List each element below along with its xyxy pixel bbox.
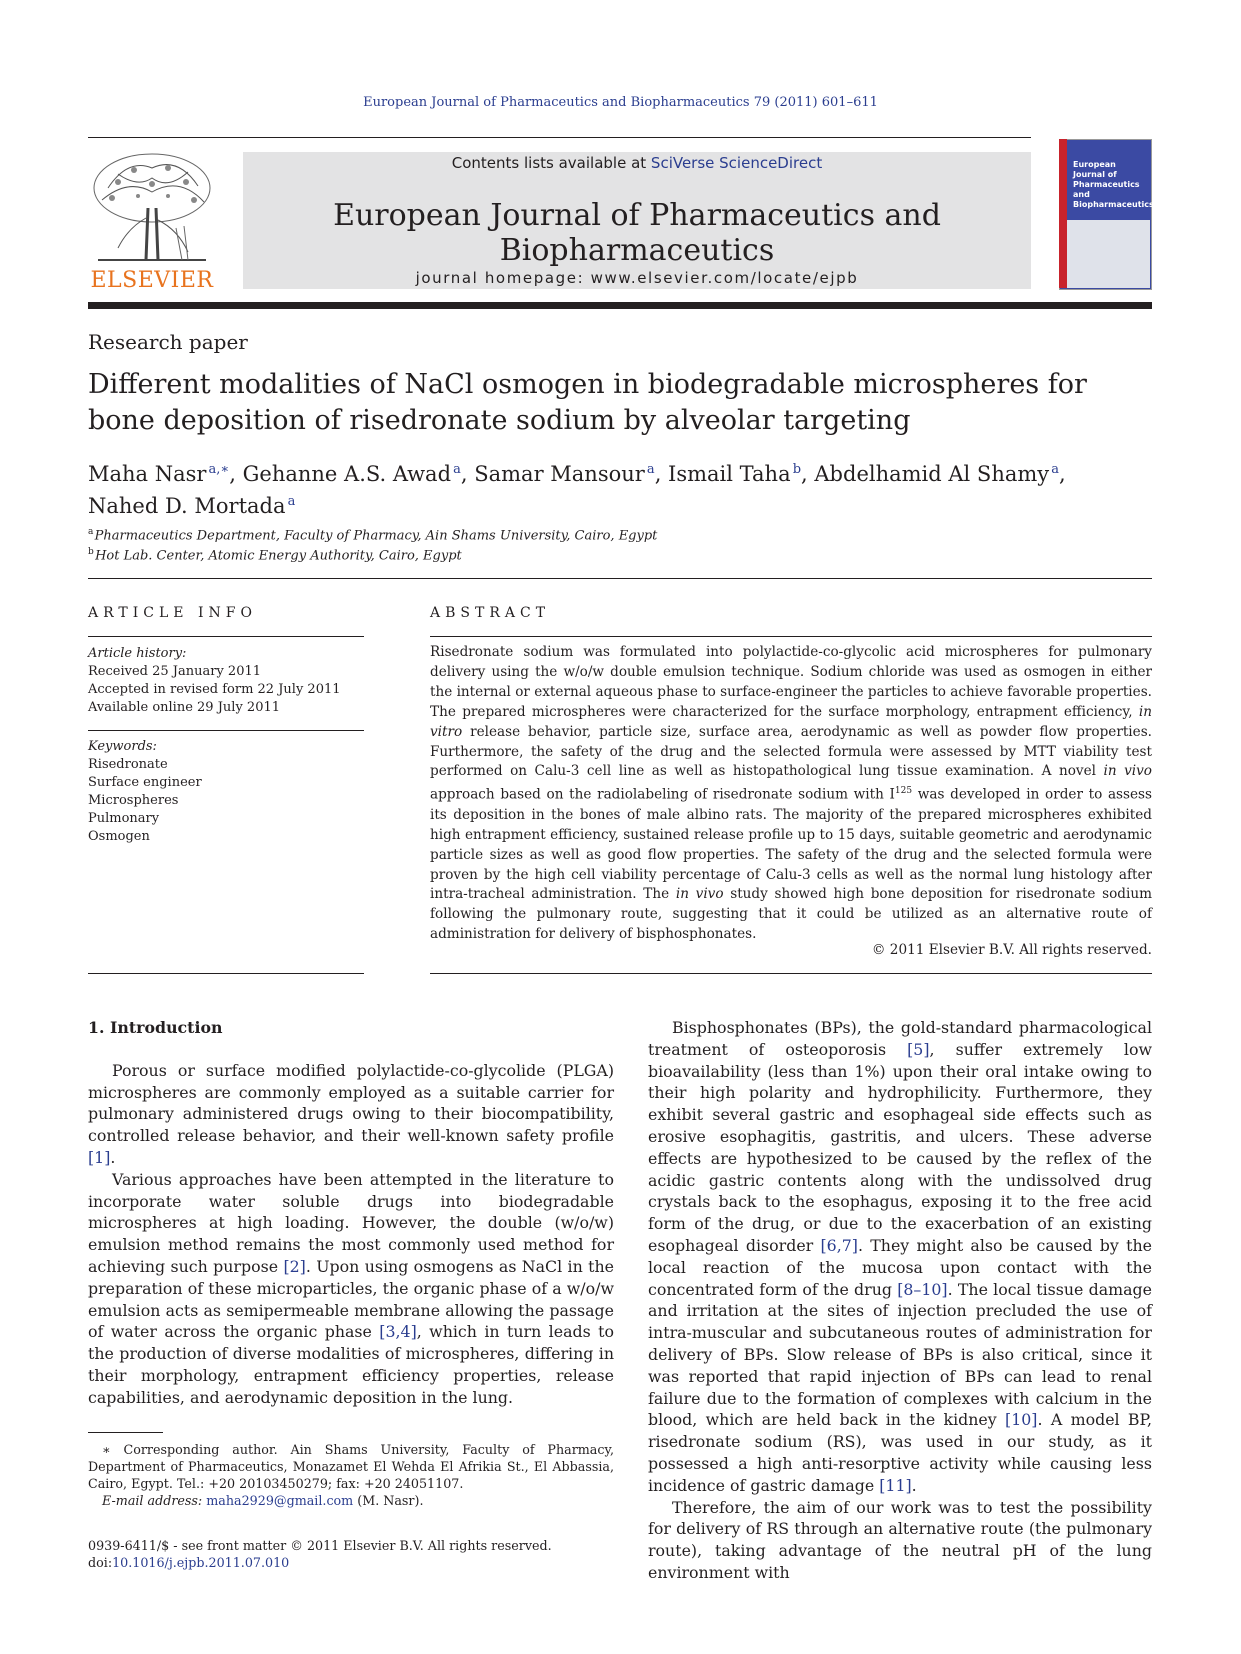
article-info-rule xyxy=(88,973,364,974)
email-label: E-mail address: xyxy=(102,1493,203,1508)
reference-link[interactable]: [5] xyxy=(907,1039,930,1059)
reference-link[interactable]: [10] xyxy=(1005,1410,1038,1430)
reference-link[interactable]: [1] xyxy=(88,1147,111,1167)
author-affil-mark[interactable]: b xyxy=(792,462,802,477)
article-history xyxy=(88,645,364,717)
author-name: Samar Mansour xyxy=(474,462,645,486)
author-affil-mark[interactable]: a xyxy=(453,462,461,477)
abstract-rule xyxy=(430,636,1152,637)
corresponding-author-note xyxy=(88,1441,614,1492)
body-column-left xyxy=(88,1017,614,1409)
email-note xyxy=(88,1492,614,1509)
keywords xyxy=(88,738,364,846)
reference-link[interactable]: [6,7] xyxy=(820,1235,858,1255)
text-segment: Porous or surface modified polylactide-co-glycolide (PLGA) microspheres are commonly employed as a suitable carrier for pulmonary administered drugs owing to their biocompatibility, controlled release behavior, and their well-known safety profile xyxy=(88,1060,614,1146)
author-name: Abdelhamid Al Shamy xyxy=(814,462,1050,486)
author-affil-mark[interactable]: a xyxy=(287,494,296,509)
author-name: Maha Nasr xyxy=(88,462,207,486)
title-block-rule xyxy=(88,578,1152,579)
homepage-prefix: journal homepage: xyxy=(415,269,591,287)
doi-label: doi: xyxy=(88,1555,113,1570)
abstract-segment: release behavior, particle size, surface area, aerodynamic as well as powder flow properties. Furthermore, the safety of the drug and the selected formula were assessed by MTT viability test performed on Calu-3 cell line as well as histopathological lung tissue examination. A novel xyxy=(430,723,1152,780)
paragraph xyxy=(88,1169,614,1409)
doi-line xyxy=(88,1554,614,1571)
text-segment: . They might also be caused by the local reaction of the mucosa upon contact with the concentrated form of the drug xyxy=(648,1235,1152,1299)
affiliation-text: Pharmaceutics Department, Faculty of Pharmacy, Ain Shams University, Cairo, Egypt xyxy=(94,528,658,544)
abstract-heading: ABSTRACT xyxy=(430,605,551,621)
footnote-rule xyxy=(88,1432,163,1433)
article-info-heading: ARTICLE INFO xyxy=(88,605,257,621)
affiliation-mark: a xyxy=(88,527,94,537)
header-top-rule xyxy=(88,137,1031,138)
author-list: Maha Nasr $^{a,∗}$, Gehanne A.S. Awad $^a$, Samar Mansour $^a$, Ismail Taha $^b$, Abdelhamid Al Shamy $^a$, Nahed D. Mortada $^a$ xyxy=(88,462,1066,518)
abstract-segment: approach based on the radiolabeling of risedronate sodium with I xyxy=(430,786,895,803)
abstract-superscript: 125 xyxy=(894,786,913,797)
issn-doi xyxy=(88,1537,614,1571)
journal-name: European Journal of Pharmaceutics and Biopharmaceutics xyxy=(333,198,941,268)
cover-title: European Journal of Pharmaceutics and Biopharmaceutics xyxy=(1073,160,1154,209)
reference-link[interactable]: [3,4] xyxy=(379,1322,417,1342)
cover-accent-strip xyxy=(1059,139,1067,288)
author-affil-mark[interactable]: a,∗ xyxy=(208,462,230,477)
article-info-rule xyxy=(88,636,364,637)
header-thick-rule xyxy=(88,302,1152,309)
journal-citation[interactable]: European Journal of Pharmaceutics and Biopharmaceutics 79 (2011) 601–611 xyxy=(363,95,878,110)
keyword: Pulmonary xyxy=(88,811,160,826)
homepage-url[interactable]: www.elsevier.com/locate/ejpb xyxy=(590,269,859,287)
history-item: Accepted in revised form 22 July 2011 xyxy=(88,682,341,697)
contents-line xyxy=(243,154,1031,172)
keyword: Microspheres xyxy=(88,793,179,808)
footnote-text: Corresponding author. Ain Shams University, Faculty of Pharmacy, Department of Pharmaceutics, Monazamet El Wehda El Afrikia St., El Abbassia, Cairo, Egypt. Tel.: +20 20103450279; fax: +20 24051107. xyxy=(88,1442,614,1491)
sciencedirect-link[interactable]: SciVerse ScienceDirect xyxy=(650,154,823,172)
history-label: Article history: xyxy=(88,646,187,661)
journal-homepage xyxy=(243,269,1031,287)
email-link[interactable]: maha2929@gmail.com xyxy=(206,1493,354,1508)
reference-link[interactable]: [11] xyxy=(879,1475,912,1495)
text-segment: . xyxy=(911,1475,917,1495)
text-segment: . A model BP, risedronate sodium (RS), was used in our study, as it possessed a high anti-resorptive activity while causing less incidence of gastric damage xyxy=(648,1410,1152,1495)
article-info-rule xyxy=(88,730,364,731)
text-segment: . xyxy=(110,1147,116,1167)
abstract-text xyxy=(430,643,1152,945)
text-segment: , which in turn leads to the production of diverse modalities of microspheres, differing in their morphology, entrapment efficiency properties, release capabilities, and aerodynamic deposition in the lung. xyxy=(88,1322,614,1407)
author-name: Nahed D. Mortada xyxy=(88,494,286,518)
keyword: Osmogen xyxy=(88,829,150,844)
issn-line: 0939-6411/$ - see front matter © 2011 Elsevier B.V. All rights reserved. xyxy=(88,1538,552,1553)
reference-link[interactable]: [2] xyxy=(283,1256,306,1276)
abstract-rule xyxy=(430,973,1152,974)
reference-link[interactable]: [8–10] xyxy=(897,1279,948,1299)
abstract-segment: Risedronate sodium was formulated into polylactide-co-glycolic acid microspheres for pulmonary delivery using the w/o/w double emulsion technique. Sodium chloride was used as osmogen in either the internal or external aqueous phase to surface-engineer the particles to achieve favorable properties. The prepared microspheres were characterized for the surface morphology, entrapment efficiency, xyxy=(430,644,1152,720)
abstract-segment: study showed high bone deposition for risedronate sodium following the pulmonary route, suggesting that it could be utilized as an alternative route of administration for delivery of bisphosphonates. xyxy=(430,886,1152,943)
abstract-italic: in vivo xyxy=(675,886,724,903)
history-item: Available online 29 July 2011 xyxy=(88,700,281,715)
text-segment: Various approaches have been attempted in the literature to incorporate water soluble drugs into biodegradable microspheres at high loading. However, the double (w/o/w) emulsion method remains the most commonly used method for achieving such purpose xyxy=(88,1169,614,1276)
author-name: Ismail Taha xyxy=(668,462,791,486)
affiliation-text: Hot Lab. Center, Atomic Energy Authority, Cairo, Egypt xyxy=(95,548,462,564)
text-segment: . The local tissue damage and irritation at the sites of injection precluded the use of intra-muscular and subcutaneous routes of administration for delivery of BPs. Slow release of BPs is also critical, since it was reported that rapid injection of BPs can lead to renal failure due to the formation of complexes with calcium in the blood, which are held back in the kidney xyxy=(648,1279,1152,1430)
text-segment: , suffer extremely low bioavailability (less than 1%) upon their oral intake owing to their high polarity and hydrophilicity. Furthermore, they exhibit several gastric and esophageal side effects such as erosive esophagitis, gastritis, and ulcers. These adverse effects are hypothesized to be caused by the reflex of the acidic gastric contents along with the undissolved drug crystals back to the esophagus, exposing it to the free acid form of the drug, or due to the exacerbation of an existing esophageal disorder xyxy=(648,1039,1152,1255)
abstract-italic: in vivo xyxy=(1103,763,1152,780)
abstract-segment: was developed in order to assess its deposition in the bones of male albino rats. The majority of the prepared microspheres exhibited high entrapment efficiency, sustained release profile up to 15 days, suitable geometric and aerodynamic particle sizes as well as good flow properties. The safety of the drug and the selected formula were proven by the high cell viability percentage of Calu-3 cells as well as the normal lung histology after intra-tracheal administration. The xyxy=(430,786,1153,903)
affiliation-mark: b xyxy=(88,547,94,558)
author-name: Gehanne A.S. Awad xyxy=(242,462,452,486)
abstract-italic: in vitro xyxy=(430,703,1152,740)
affiliation xyxy=(88,524,657,544)
keyword: Risedronate xyxy=(88,757,168,772)
author-affil-mark[interactable]: a xyxy=(1051,462,1060,477)
elsevier-wordmark: ELSEVIER xyxy=(90,268,214,293)
cover-lower-panel xyxy=(1067,220,1150,288)
keywords-label: Keywords: xyxy=(88,739,157,754)
text-segment: Bisphosphonates (BPs), the gold-standard pharmacological treatment of osteoporosis xyxy=(648,1018,1152,1059)
paragraph xyxy=(648,1017,1152,1497)
email-suffix: (M. Nasr). xyxy=(353,1493,424,1508)
paragraph xyxy=(88,1060,614,1169)
body-column-right xyxy=(648,1017,1152,1584)
section-heading: 1. Introduction xyxy=(88,1018,223,1037)
paragraph: Therefore, the aim of our work was to test the possibility for delivery of RS through an alternative route (the pulmonary route), taking advantage of the neutral pH of the lung environment with xyxy=(648,1497,1152,1582)
abstract-copyright: © 2011 Elsevier B.V. All rights reserved. xyxy=(871,942,1152,958)
footnote-mark: ∗ xyxy=(102,1442,111,1457)
text-segment: . Upon using osmogens as NaCl in the preparation of these microparticles, the organic phase of a w/o/w emulsion acts as semipermeable membrane allowing the passage of water across the organic phase xyxy=(88,1256,615,1342)
doi-link[interactable]: 10.1016/j.ejpb.2011.07.010 xyxy=(112,1555,290,1570)
footnote xyxy=(88,1441,614,1509)
keyword: Surface engineer xyxy=(88,775,202,790)
article-type: Research paper xyxy=(88,330,248,354)
author-affil-mark[interactable]: a xyxy=(646,462,655,477)
article-title: Different modalities of NaCl osmogen in biodegradable microspheres for bone deposition of risedronate sodium by alveolar targeting xyxy=(88,369,1087,436)
affiliation xyxy=(88,544,657,564)
history-item: Received 25 January 2011 xyxy=(88,664,262,679)
affiliations xyxy=(88,524,657,565)
contents-prefix: Contents lists available at xyxy=(451,154,651,172)
